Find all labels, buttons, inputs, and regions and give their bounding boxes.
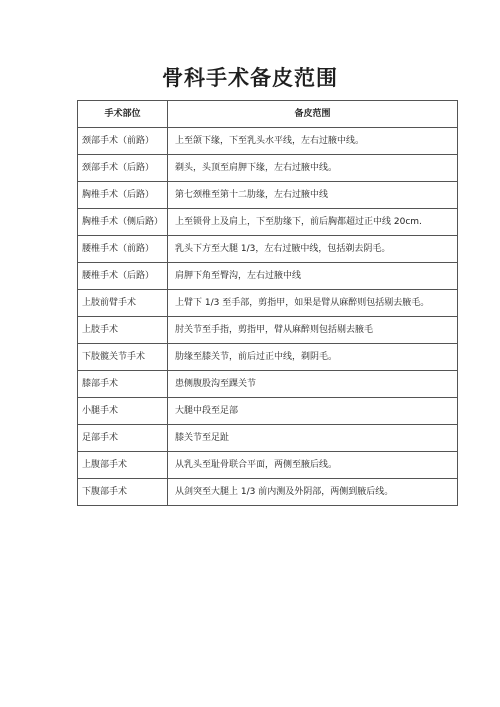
table-row <box>78 236 458 263</box>
table-row <box>78 317 458 344</box>
surgery-site-cell: 腰椎手术（前路） <box>78 236 168 263</box>
column-header-scope: 备皮范围 <box>168 101 458 128</box>
prep-scope-cell: 肋缘至膝关节，前后过正中线，剃阴毛。 <box>168 344 458 371</box>
prep-scope-cell: 肘关节至手指，剪指甲，臂从麻醉则包括剔去腋毛 <box>168 317 458 344</box>
prep-scope-cell: 剃头，头顶至肩胛下缘，左右过腋中线。 <box>168 155 458 182</box>
prep-scope-cell: 上至锁骨上及肩上，下至肋缘下，前后胸都超过正中线 20cm. <box>168 209 458 236</box>
table-row <box>78 263 458 290</box>
table-row <box>78 344 458 371</box>
prep-scope-cell: 肩胛下角至臀沟，左右过腋中线 <box>168 263 458 290</box>
prep-scope-cell: 上至颌下缘，下至乳头水平线，左右过腋中线。 <box>168 128 458 155</box>
table-row <box>78 425 458 452</box>
table-row <box>78 452 458 479</box>
prep-scope-table <box>77 100 458 506</box>
surgery-site-cell: 上肢前臂手术 <box>78 290 168 317</box>
prep-scope-cell: 大腿中段至足部 <box>168 398 458 425</box>
surgery-site-cell: 胸椎手术（后路） <box>78 182 168 209</box>
surgery-site-cell: 足部手术 <box>78 425 168 452</box>
prep-scope-cell: 患侧腹股沟至踝关节 <box>168 371 458 398</box>
surgery-site-cell: 膝部手术 <box>78 371 168 398</box>
column-header-site: 手术部位 <box>78 101 168 128</box>
surgery-site-cell: 颈部手术（前路） <box>78 128 168 155</box>
prep-scope-cell: 第七颈椎至第十二肋缘，左右过腋中线 <box>168 182 458 209</box>
surgery-site-cell: 腰椎手术（后路） <box>78 263 168 290</box>
surgery-site-cell: 小腿手术 <box>78 398 168 425</box>
table-row <box>78 479 458 506</box>
table-row <box>78 371 458 398</box>
table-row <box>78 209 458 236</box>
prep-scope-cell: 从剑突至大腿上 1/3 前内测及外阴部，两侧到腋后线。 <box>168 479 458 506</box>
surgery-site-cell: 颈部手术（后路） <box>78 155 168 182</box>
surgery-site-cell: 下腹部手术 <box>78 479 168 506</box>
page-title: 骨科手术备皮范围 <box>162 66 338 90</box>
surgery-site-cell: 下肢髋关节手术 <box>78 344 168 371</box>
table-row <box>78 290 458 317</box>
prep-scope-cell: 膝关节至足趾 <box>168 425 458 452</box>
surgery-site-cell: 上肢手术 <box>78 317 168 344</box>
table-row <box>78 398 458 425</box>
table-header-row <box>78 101 458 128</box>
prep-scope-cell: 乳头下方至大腿 1/3，左右过腋中线，包括剃去阴毛。 <box>168 236 458 263</box>
table-row <box>78 182 458 209</box>
prep-scope-cell: 上臂下 1/3 至手部，剪指甲，如果是臂从麻醉则包括剔去腋毛。 <box>168 290 458 317</box>
surgery-site-cell: 胸椎手术（侧后路） <box>78 209 168 236</box>
surgery-site-cell: 上腹部手术 <box>78 452 168 479</box>
table-row <box>78 128 458 155</box>
table-row <box>78 155 458 182</box>
prep-scope-cell: 从乳头至耻骨联合平面，两侧至腋后线。 <box>168 452 458 479</box>
